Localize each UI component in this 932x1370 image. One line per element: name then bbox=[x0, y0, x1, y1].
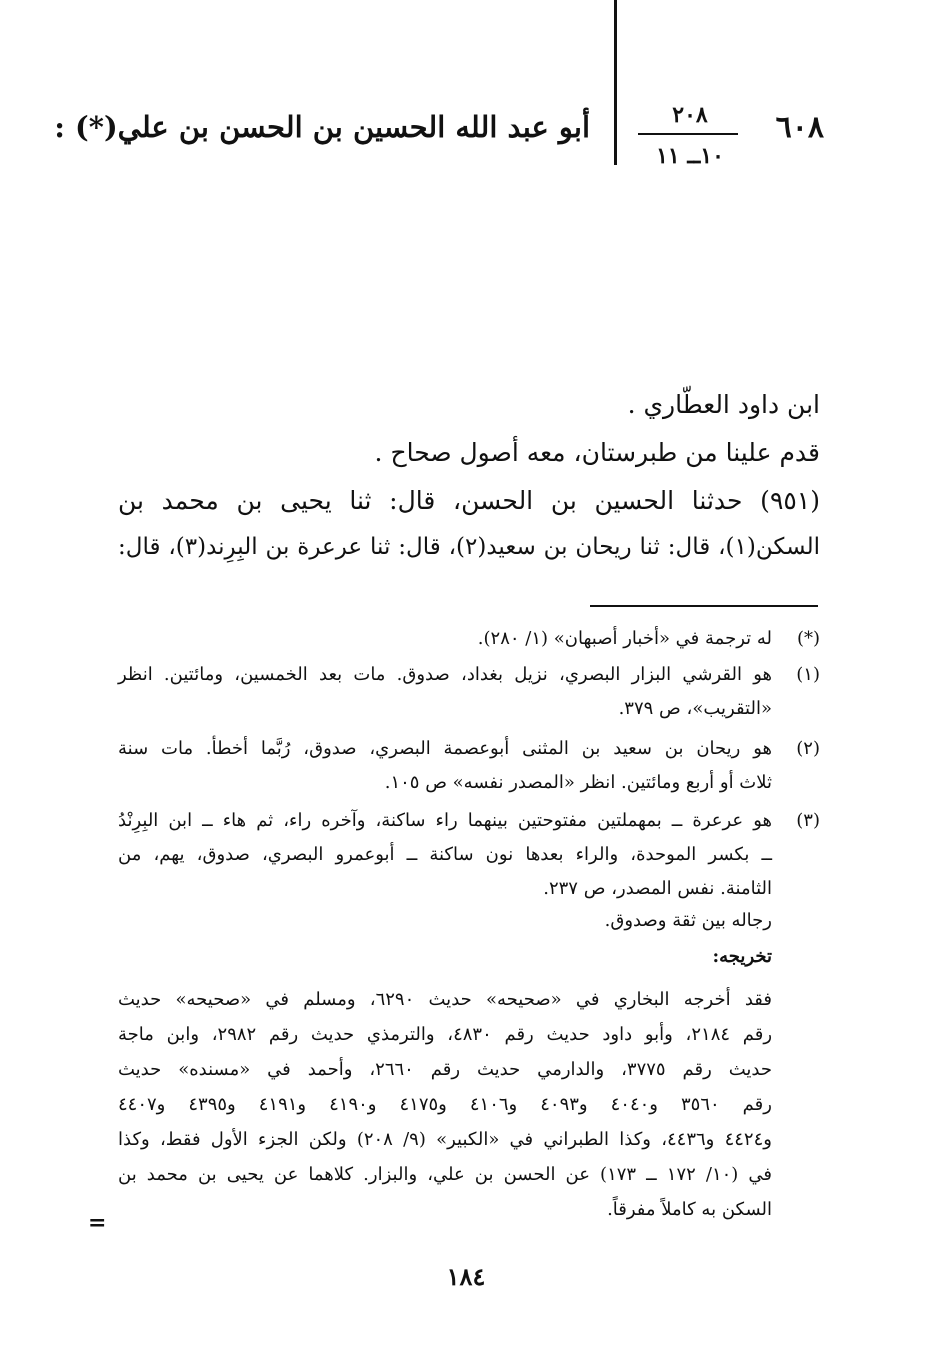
reference-bottom: ١٠ــ ١١ bbox=[656, 143, 724, 169]
footnote-line: هو عرعرة ــ بمهملتين مفتوحتين بينهما راء ساكنة، وآخره راء، ثم هاء ــ ابن البِرِنْدُ bbox=[118, 810, 772, 831]
takhrij-line: رقم ٣٥٦٠ و٤٠٤٠ و٤٠٩٣ و٤١٠٦ و٤١٧٥ و٤١٩٠ و٤١٩١ و٤٣٩٥ و٤٤٠٧ bbox=[118, 1094, 772, 1115]
footnote-line: هو ريحان بن سعيد بن المثنى أبوعصمة البصري، صدوق، رُبَّما أخطأ. مات سنة bbox=[118, 738, 772, 759]
takhrij-line: و٤٤٢٤ و٤٤٣٦، وكذا الطبراني في «الكبير» (٩/ ٢٠٨) ولكن الجزء الأول فقط، وكذا bbox=[118, 1129, 772, 1150]
main-text-line: (٩٥١) حدثنا الحسين بن الحسن، قال: ثنا يحيى بن محمد بن bbox=[118, 486, 820, 515]
continuation-mark: = bbox=[88, 1210, 107, 1236]
entry-number: ٦٠٨ bbox=[775, 110, 824, 145]
main-text-line: السكن(١)، قال: ثنا ريحان بن سعيد(٢)، قال: ثنا عرعرة بن البِرِند(٣)، قال: bbox=[118, 534, 821, 560]
header-divider bbox=[614, 0, 617, 165]
page-number: ١٨٤ bbox=[446, 1262, 486, 1291]
takhrij-line: حديث رقم ٣٧٧٥، والدارمي حديث رقم ٢٦٦٠، وأحمد في «مسنده» حديث bbox=[118, 1059, 772, 1080]
main-text-line: ابن داود العطّاري . bbox=[627, 390, 820, 419]
footnote-line: «التقريب»، ص ٣٧٩. bbox=[618, 698, 772, 719]
footnote-line: هو القرشي البزار البصري، نزيل بغداد، صدوق. مات بعد الخمسين، ومائتين. انظر bbox=[118, 664, 772, 685]
footnote-line: ثلاث أو أربع ومائتين. انظر «المصدر نفسه» ص ١٠٥. bbox=[384, 772, 772, 793]
footnote-marker: (١) bbox=[796, 664, 820, 685]
takhrij-line: رقم ٢١٨٤، وأبو داود حديث رقم ٤٨٣٠، والترمذي حديث رقم ٢٩٨٢، وابن ماجة bbox=[118, 1024, 773, 1045]
footnote-line: ــ بكسر الموحدة، والراء بعدها نون ساكنة ــ أبوعمرو البصري، صدوق، يهم، من bbox=[118, 844, 772, 865]
takhrij-line: السكن به كاملاً مفرقاً. bbox=[607, 1199, 772, 1220]
takhrij-line: في (١٠/ ١٧٢ ــ ١٧٣) عن الحسن بن علي، والبزار. كلاهما عن يحيى بن محمد بن bbox=[118, 1164, 772, 1185]
footnote-line: له ترجمة في «أخبار أصبهان» (١/ ٢٨٠). bbox=[477, 628, 772, 649]
main-text-line: قدم علينا من طبرستان، معه أصول صحاح . bbox=[374, 438, 820, 467]
reference-top: ٢٠٨ bbox=[672, 102, 708, 128]
takhrij-heading: تخريجه: bbox=[712, 946, 772, 967]
entry-title: أبو عبد الله الحسين بن الحسن بن علي(*) : bbox=[54, 110, 590, 144]
footnote-separator bbox=[590, 605, 818, 607]
fraction-bar bbox=[638, 133, 738, 135]
footnote-marker: (٣) bbox=[796, 810, 820, 831]
narrators-grading: رجاله بين ثقة وصدوق. bbox=[604, 910, 772, 931]
footnote-marker: (٢) bbox=[796, 738, 820, 759]
takhrij-body bbox=[118, 982, 772, 1227]
footnote-line: الثامنة. نفس المصدر، ص ٢٣٧. bbox=[543, 878, 772, 899]
footnote-marker: (*) bbox=[796, 628, 820, 649]
takhrij-line: فقد أخرجه البخاري في «صحيحه» حديث ٦٢٩٠، ومسلم في «صحيحه» حديث bbox=[118, 989, 772, 1010]
